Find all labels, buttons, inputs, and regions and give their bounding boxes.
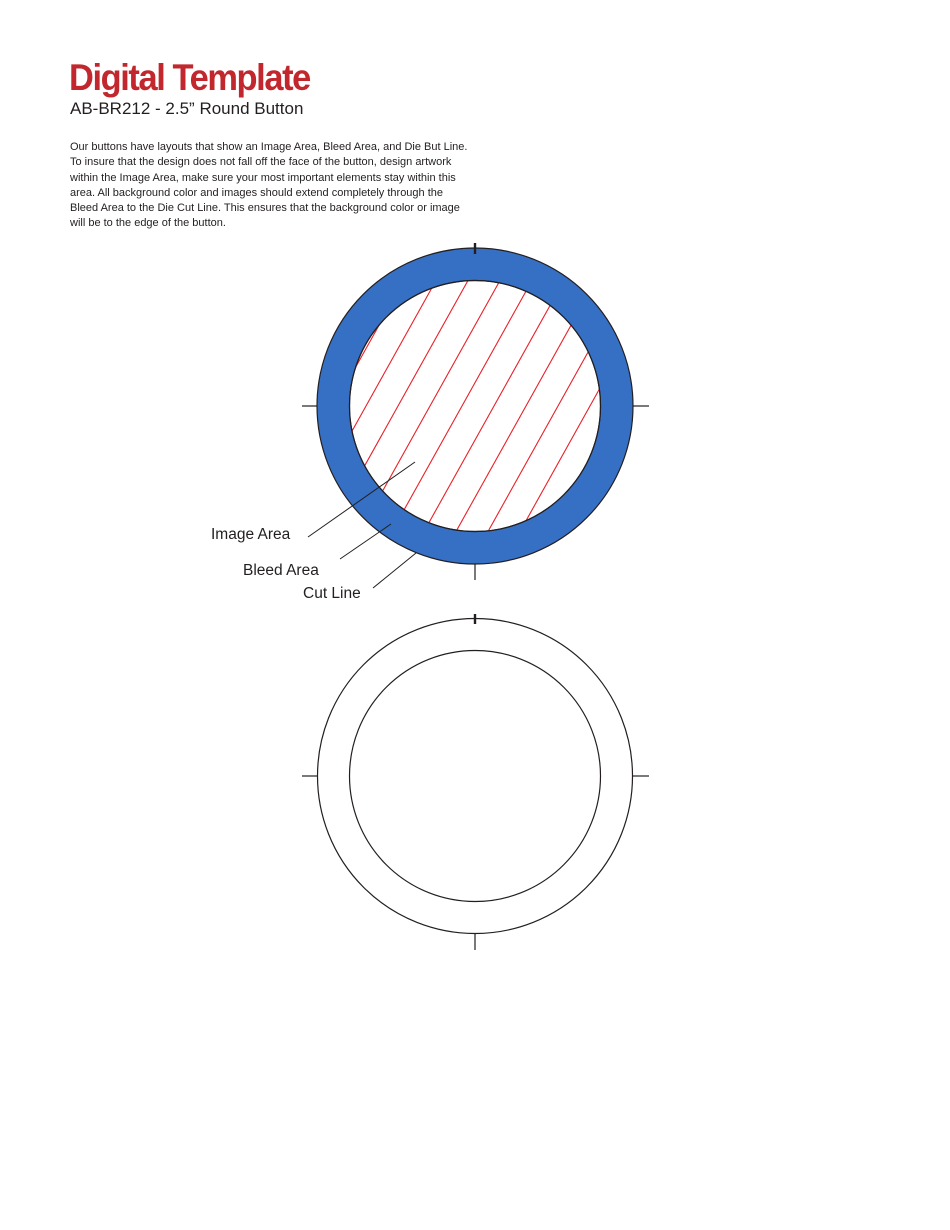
description-line: Bleed Area to the Die Cut Line. This ensures that the background color or image <box>70 202 460 215</box>
description-line: area. All background color and images should extend completely through the <box>70 186 444 199</box>
bleed-area-label: Bleed Area <box>243 562 319 579</box>
description-line: will be to the edge of the button. <box>70 217 226 230</box>
cut-line-leader <box>373 553 416 588</box>
cut-line-label: Cut Line <box>303 585 361 602</box>
page-title: Digital Template <box>69 57 310 98</box>
description-line: within the Image Area, make sure your most important elements stay within this <box>70 171 456 184</box>
blank-button-template <box>302 614 649 950</box>
image-area-guide-circle <box>350 651 601 902</box>
description-line: To insure that the design does not fall off the face of the button, design artwork <box>70 156 452 169</box>
product-subtitle: AB-BR212 - 2.5” Round Button <box>70 99 304 118</box>
crop-marks <box>302 614 649 950</box>
image-area-label: Image Area <box>211 526 291 543</box>
cut-line-circle <box>318 619 633 934</box>
bleed-area-leader <box>340 524 391 559</box>
example-button-diagram <box>189 146 767 666</box>
image-area-circle <box>350 281 601 532</box>
description-line: Our buttons have layouts that show an Image Area, Bleed Area, and Die But Line. <box>70 141 468 153</box>
